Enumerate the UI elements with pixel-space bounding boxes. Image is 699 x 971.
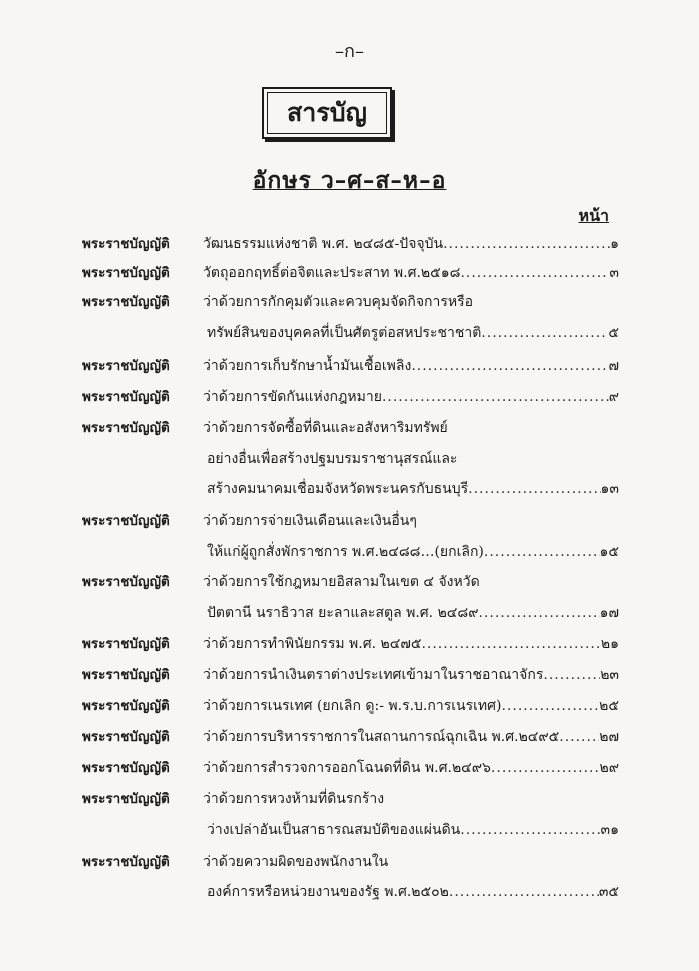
page-column-header: หน้า	[578, 206, 609, 225]
toc-entry-title: ว่าด้วยการสำรวจการออกโฉนดที่ดิน พ.ศ.๒๔๙๖	[203, 760, 491, 776]
dot-leader	[468, 477, 600, 501]
section-heading	[0, 163, 699, 199]
page-title: สารบัญ	[267, 92, 387, 134]
toc-entry-text	[203, 290, 619, 314]
toc-entry-text	[207, 540, 619, 564]
toc-entry-text	[207, 880, 619, 904]
toc-entry-text	[203, 385, 619, 409]
toc-entry-text	[203, 261, 619, 285]
toc-entry-text	[203, 570, 619, 594]
toc-entry-title: อย่างอื่นเพื่อสร้างปฐมบรมราชานุสรณ์และ	[207, 451, 458, 467]
dot-leader	[443, 232, 610, 256]
toc-entry-text	[203, 694, 619, 718]
title-box	[262, 87, 392, 139]
toc-entry-text	[207, 818, 619, 842]
dot-leader	[484, 540, 600, 564]
toc-entry-row	[0, 880, 699, 904]
toc-entry-text	[203, 663, 619, 687]
dot-leader	[449, 880, 599, 904]
toc-entry-text	[207, 601, 619, 625]
act-label: พระราชบัญญัติ	[82, 358, 170, 374]
dot-leader	[421, 632, 600, 656]
toc-entry-row	[0, 447, 699, 471]
toc-entry-text	[207, 477, 619, 501]
toc-entry-title: วัฒนธรรมแห่งชาติ พ.ศ. ๒๔๘๕-ปัจจุบัน	[203, 236, 444, 252]
act-label: พระราชบัญญัติ	[82, 760, 170, 776]
dot-leader	[559, 725, 599, 749]
toc-entry-title: ว่าด้วยการจัดซื้อที่ดินและอสังหาริมทรัพย์	[203, 420, 448, 436]
toc-entry-text	[207, 321, 619, 345]
section-heading-text: อักษร ว–ศ–ส–ห–อ	[252, 167, 447, 194]
toc-entry-title: ปัตตานี นราธิวาส ยะลาและสตูล พ.ศ. ๒๔๘๙	[207, 605, 479, 621]
act-label: พระราชบัญญัติ	[82, 265, 170, 281]
dot-leader	[460, 261, 609, 285]
toc-page-number: ๒๙	[599, 760, 619, 776]
toc-page-number: ๑	[610, 236, 619, 252]
act-label: พระราชบัญญัติ	[82, 636, 170, 652]
toc-entry-row	[0, 261, 699, 285]
act-label: พระราชบัญญัติ	[82, 389, 170, 405]
toc-entry-row	[0, 354, 699, 378]
toc-entry-text	[203, 232, 619, 256]
toc-entry-row	[0, 570, 699, 594]
page-number: –ก–	[335, 41, 364, 62]
toc-entry-title: ว่าด้วยการนำเงินตราต่างประเทศเข้ามาในราชอาณาจักร	[203, 667, 544, 683]
toc-page-number: ๑๓	[600, 481, 619, 497]
act-label: พระราชบัญญัติ	[82, 294, 170, 310]
toc-entry-title: ว่าด้วยการบริหารราชการในสถานการณ์ฉุกเฉิน พ.ศ.๒๔๙๕	[203, 729, 560, 745]
toc-entry-row	[0, 632, 699, 656]
toc-entry-text	[203, 850, 619, 874]
toc-page-number: ๗	[608, 358, 619, 374]
toc-entry-row	[0, 509, 699, 533]
toc-entry-text	[207, 447, 619, 471]
dot-leader	[382, 385, 609, 409]
dot-leader	[543, 663, 600, 687]
toc-page-number: ๒๓	[600, 667, 619, 683]
toc-page-number: ๑๕	[599, 544, 619, 560]
toc-page-number: ๕	[608, 325, 619, 341]
toc-page-number: ๒๗	[599, 729, 619, 745]
toc-page-number: ๓๑	[600, 822, 619, 838]
toc-entry-title: ว่าด้วยการเนรเทศ (ยกเลิก ดู:- พ.ร.บ.การเนรเทศ)	[203, 698, 502, 714]
toc-entry-row	[0, 290, 699, 314]
toc-entry-row	[0, 232, 699, 256]
toc-page-number: ๒๑	[600, 636, 619, 652]
toc-entry-row	[0, 756, 699, 780]
toc-entry-row	[0, 321, 699, 345]
toc-entry-title: ว่าด้วยความผิดของพนักงานใน	[203, 854, 389, 870]
toc-entry-row	[0, 477, 699, 501]
toc-entry-row	[0, 663, 699, 687]
toc-entry-title: ว่างเปล่าอันเป็นสาธารณสมบัติของแผ่นดิน	[207, 822, 461, 838]
toc-page-number: ๓	[609, 265, 619, 281]
act-label: พระราชบัญญัติ	[82, 854, 170, 870]
dot-leader	[478, 601, 599, 625]
toc-entry-text	[203, 509, 619, 533]
dot-leader	[460, 818, 600, 842]
toc-entry-row	[0, 818, 699, 842]
act-label: พระราชบัญญัติ	[82, 667, 170, 683]
dot-leader	[501, 694, 599, 718]
toc-entry-title: สร้างคมนาคมเชื่อมจังหวัดพระนครกับธนบุรี	[207, 481, 469, 497]
toc-entry-title: ว่าด้วยการกักคุมตัวและควบคุมจัดกิจการหรือ	[203, 294, 474, 310]
act-label: พระราชบัญญัติ	[82, 513, 170, 529]
toc-entry-title: ทรัพย์สินของบุคคลที่เป็นศัตรูต่อสหประชาชาติ	[207, 325, 482, 341]
toc-entry-title: ว่าด้วยการขัดกันแห่งกฎหมาย	[203, 389, 382, 405]
act-label: พระราชบัญญัติ	[82, 698, 170, 714]
toc-page-number: ๒๕	[599, 698, 619, 714]
act-label: พระราชบัญญัติ	[82, 420, 170, 436]
toc-entry-title: วัตถุออกฤทธิ์ต่อจิตและประสาท พ.ศ.๒๕๑๘	[203, 265, 461, 281]
toc-entry-row	[0, 694, 699, 718]
toc-entry-title: ว่าด้วยการทำพินัยกรรม พ.ศ. ๒๔๗๕	[203, 636, 422, 652]
dot-leader	[481, 321, 608, 345]
toc-entry-row	[0, 385, 699, 409]
toc-entry-row	[0, 725, 699, 749]
toc-page-number: ๑๗	[599, 605, 619, 621]
toc-entry-title: ว่าด้วยการจ่ายเงินเดือนและเงินอื่นๆ	[203, 513, 417, 529]
toc-entry-row	[0, 787, 699, 811]
toc-page-number: ๓๕	[598, 884, 619, 900]
toc-entry-row	[0, 850, 699, 874]
toc-entry-title: ว่าด้วยการใช้กฎหมายอิสลามในเขต ๔ จังหวัด	[203, 574, 480, 590]
act-label: พระราชบัญญัติ	[82, 574, 170, 590]
act-label: พระราชบัญญัติ	[82, 729, 170, 745]
toc-entry-text	[203, 632, 619, 656]
act-label: พระราชบัญญัติ	[82, 236, 170, 252]
toc-entry-text	[203, 787, 619, 811]
toc-entry-row	[0, 416, 699, 440]
toc-entry-text	[203, 725, 619, 749]
toc-entry-title: ว่าด้วยการเก็บรักษาน้ำมันเชื้อเพลิง	[203, 358, 412, 374]
toc-entry-title: ให้แก่ผู้ถูกสั่งพักราชการ พ.ศ.๒๔๘๘…(ยกเลิก)	[207, 544, 484, 560]
dot-leader	[411, 354, 608, 378]
toc-page-number: ๙	[608, 389, 619, 405]
act-label: พระราชบัญญัติ	[82, 791, 170, 807]
dot-leader	[491, 756, 600, 780]
toc-entry-row	[0, 540, 699, 564]
toc-entry-text	[203, 354, 619, 378]
toc-entry-title: องค์การหรือหน่วยงานของรัฐ พ.ศ.๒๕๐๒	[207, 884, 449, 900]
toc-entry-row	[0, 601, 699, 625]
toc-entry-text	[203, 756, 619, 780]
toc-entry-text	[203, 416, 619, 440]
toc-entry-title: ว่าด้วยการหวงห้ามที่ดินรกร้าง	[203, 791, 385, 807]
